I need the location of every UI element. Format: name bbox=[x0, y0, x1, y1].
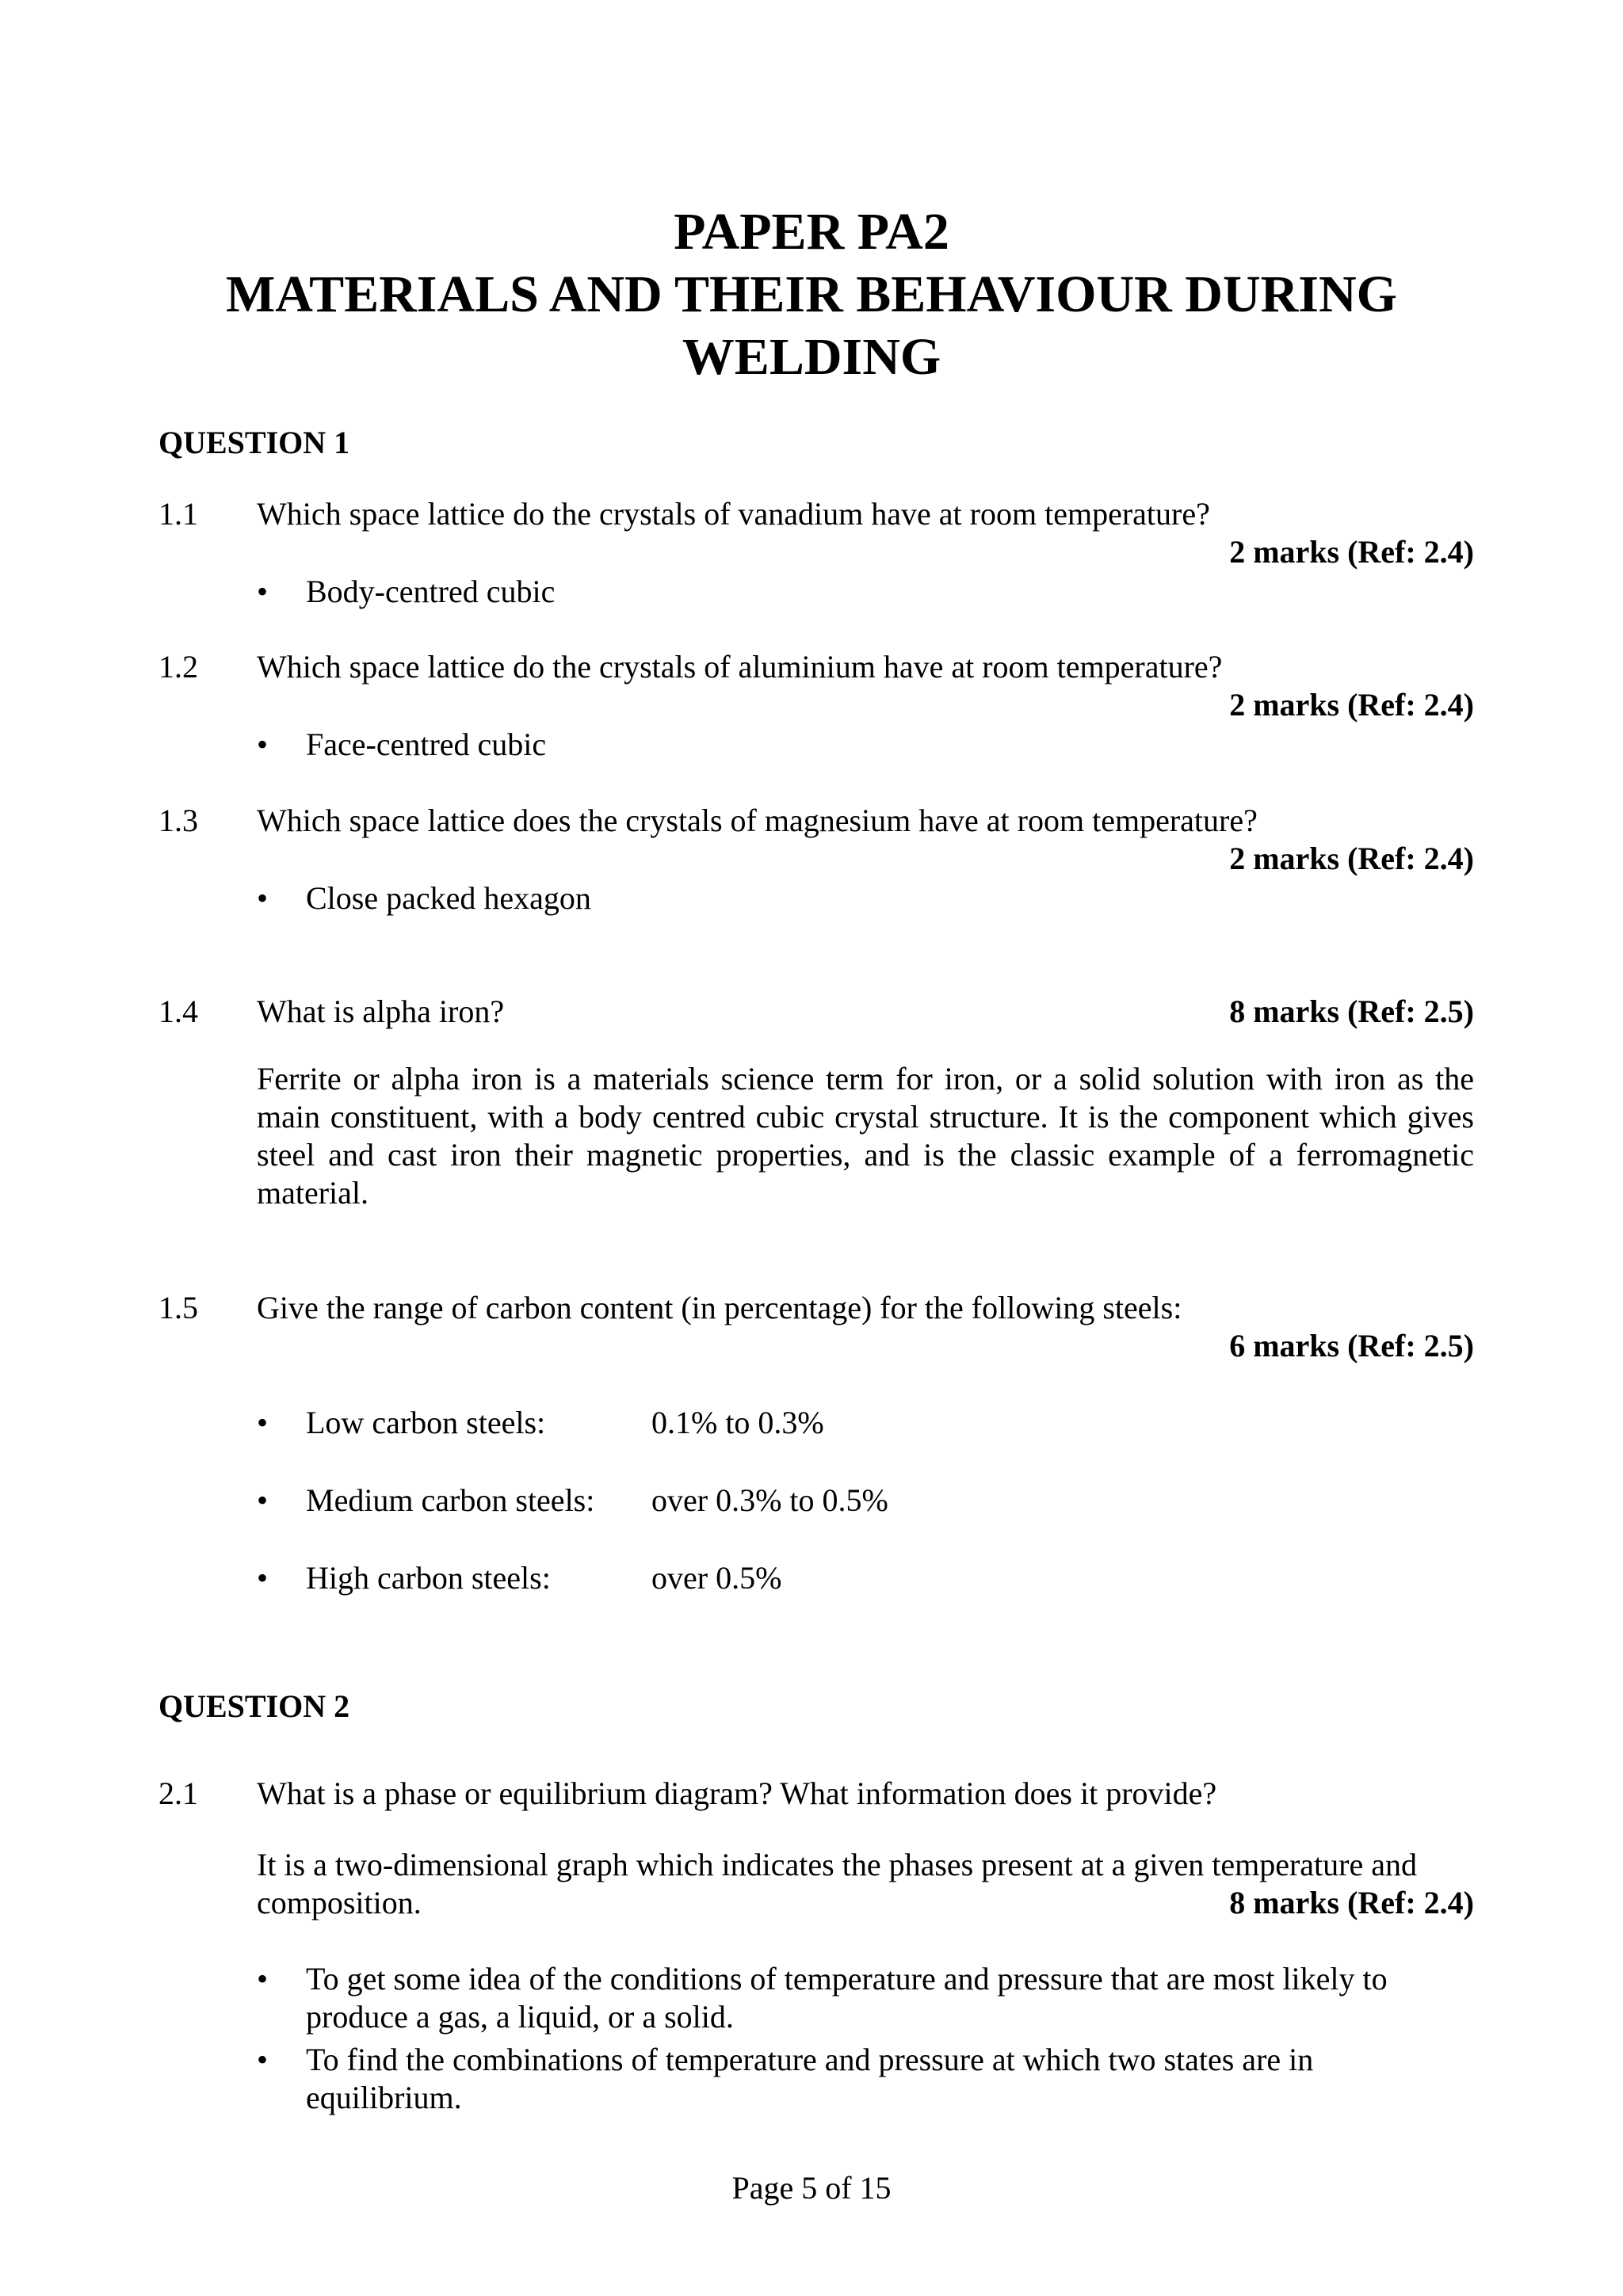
answer-paragraph: Ferrite or alpha iron is a materials science term for iron, or a solid solution with iron as the main constituent, with a body centred cubic crystal structure. It is the component which gives steel and cast iron their magnetic properties, and is the classic example of a ferromagnetic material. bbox=[257, 1061, 1474, 1211]
steel-type-label: Medium carbon steels: bbox=[306, 1482, 595, 1518]
bullet-text-line: To get some idea of the conditions of temperature and pressure that are most likely to bbox=[306, 1961, 1388, 1997]
answer-text: Body-centred cubic bbox=[306, 574, 556, 609]
question-text: Which space lattice do the crystals of vanadium have at room temperature? bbox=[257, 496, 1210, 532]
marks-label: 8 marks (Ref: 2.4) bbox=[1229, 1885, 1474, 1920]
marks-label: 2 marks (Ref: 2.4) bbox=[1229, 841, 1474, 876]
question-number: 1.4 bbox=[158, 994, 198, 1029]
bullet-icon: • bbox=[257, 727, 269, 762]
carbon-range-value: 0.1% to 0.3% bbox=[651, 1405, 824, 1440]
carbon-range-value: over 0.3% to 0.5% bbox=[651, 1482, 888, 1518]
question-text: Which space lattice does the crystals of magnesium have at room temperature? bbox=[257, 803, 1258, 838]
page-title-line3: WELDING bbox=[682, 328, 941, 386]
question-number: 1.2 bbox=[158, 649, 198, 685]
question-text: What is a phase or equilibrium diagram? What information does it provide? bbox=[257, 1775, 1217, 1811]
steel-type-label: Low carbon steels: bbox=[306, 1405, 546, 1440]
bullet-icon: • bbox=[257, 1961, 269, 1997]
question-number: 1.5 bbox=[158, 1290, 198, 1325]
answer-line: It is a two-dimensional graph which indicates the phases present at a given temperature and bbox=[257, 1847, 1417, 1882]
answer-text: Close packed hexagon bbox=[306, 880, 591, 916]
bullet-text-line: equilibrium. bbox=[306, 2080, 462, 2115]
page-title-line2: MATERIALS AND THEIR BEHAVIOUR DURING bbox=[226, 265, 1397, 323]
bullet-icon: • bbox=[257, 1405, 269, 1440]
bullet-icon: • bbox=[257, 1482, 269, 1518]
carbon-range-value: over 0.5% bbox=[651, 1560, 782, 1596]
page-number: Page 5 of 15 bbox=[731, 2170, 892, 2206]
question-text: Give the range of carbon content (in percentage) for the following steels: bbox=[257, 1290, 1182, 1325]
answer-text: Face-centred cubic bbox=[306, 727, 547, 762]
bullet-icon: • bbox=[257, 2042, 269, 2077]
question-number: 1.1 bbox=[158, 496, 198, 532]
question-text: What is alpha iron? bbox=[257, 994, 505, 1029]
bullet-icon: • bbox=[257, 1560, 269, 1596]
question-text: Which space lattice do the crystals of aluminium have at room temperature? bbox=[257, 649, 1223, 685]
bullet-icon: • bbox=[257, 574, 269, 609]
question-number: 1.3 bbox=[158, 803, 198, 838]
question-2-heading: QUESTION 2 bbox=[158, 1688, 350, 1724]
marks-label: 2 marks (Ref: 2.4) bbox=[1229, 687, 1474, 723]
bullet-icon: • bbox=[257, 880, 269, 916]
steel-type-label: High carbon steels: bbox=[306, 1560, 551, 1596]
question-1-heading: QUESTION 1 bbox=[158, 425, 350, 460]
answer-line: composition. bbox=[257, 1885, 422, 1920]
bullet-text-line: To find the combinations of temperature and pressure at which two states are in bbox=[306, 2042, 1314, 2077]
marks-label: 8 marks (Ref: 2.5) bbox=[1229, 994, 1474, 1029]
question-number: 2.1 bbox=[158, 1775, 198, 1811]
marks-label: 2 marks (Ref: 2.4) bbox=[1229, 534, 1474, 570]
bullet-text-line: produce a gas, a liquid, or a solid. bbox=[306, 1999, 734, 2035]
page-title-line1: PAPER PA2 bbox=[674, 203, 949, 261]
marks-label: 6 marks (Ref: 2.5) bbox=[1229, 1328, 1474, 1363]
